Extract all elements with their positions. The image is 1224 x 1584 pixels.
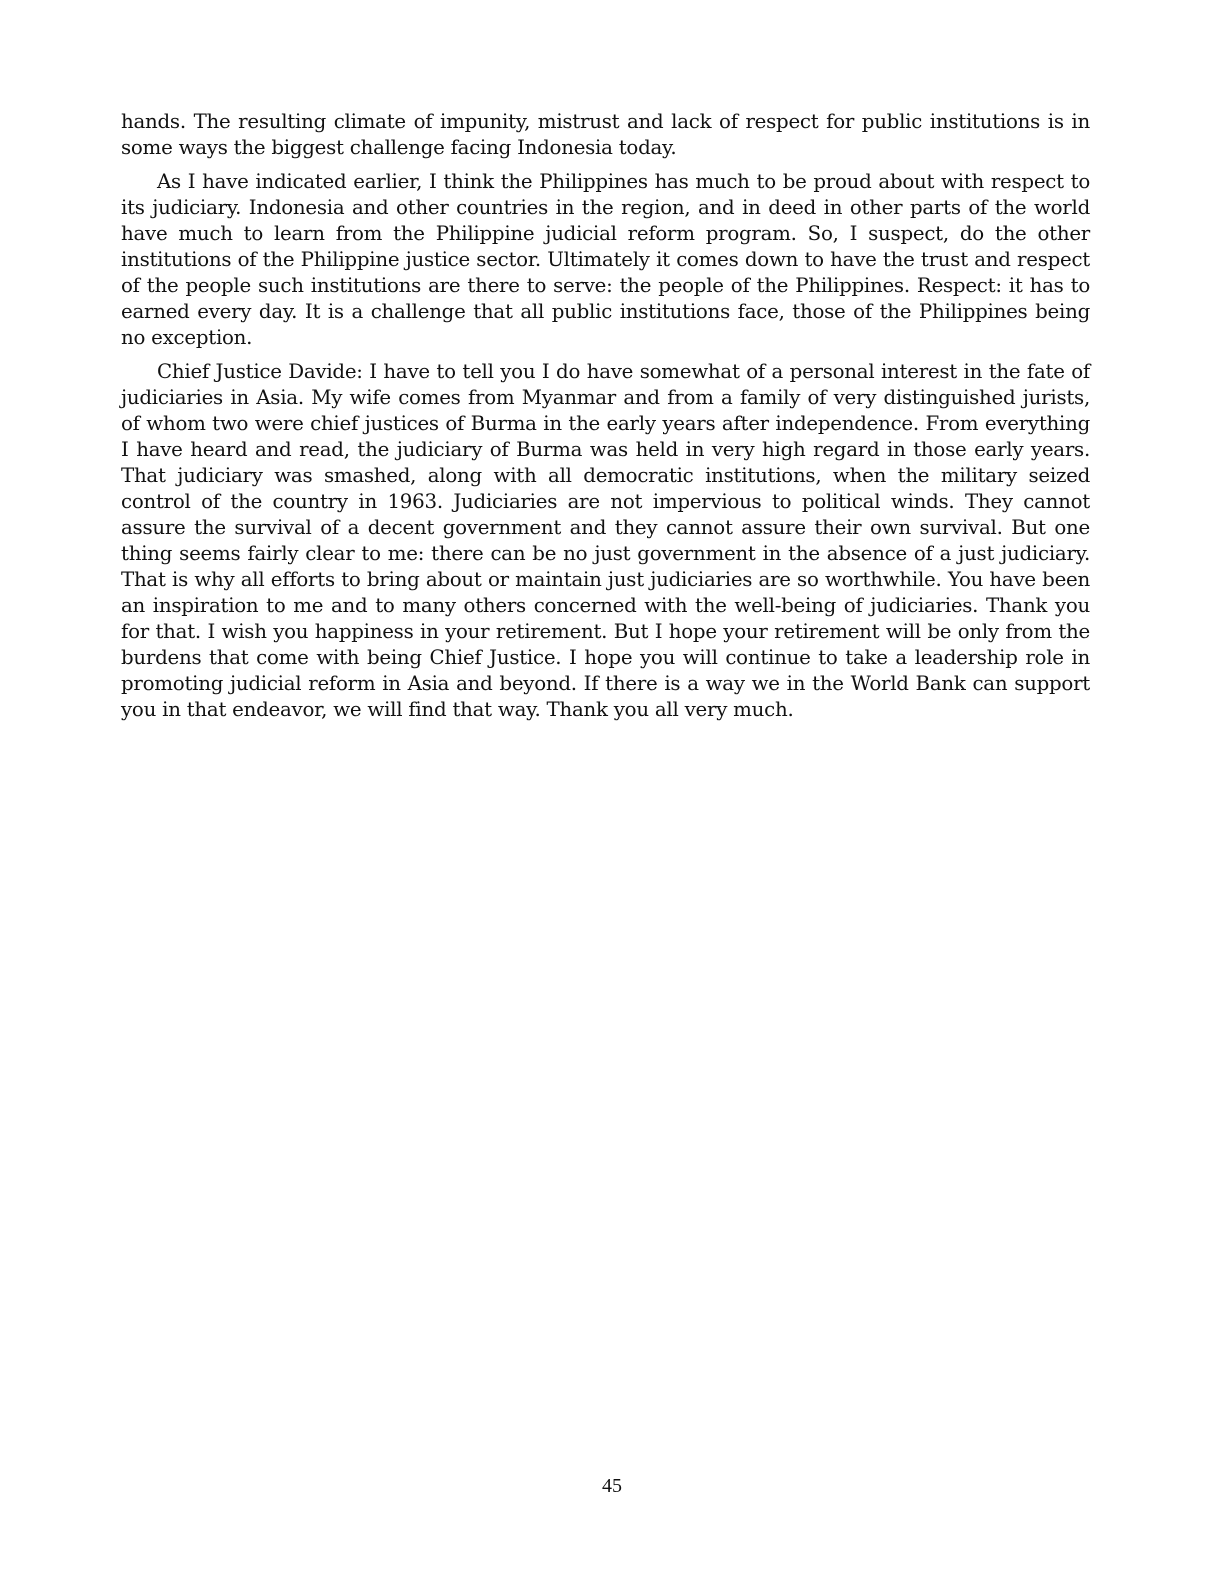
paragraph-chief-justice-davide: Chief Justice Davide: I have to tell you I do have somewhat of a personal interest in the fate of judiciaries in Asia. My wife comes from Myanmar and from a family of very distinguished jurists, of whom two were chief justices of Burma in the early years after independence. From everything I have heard and read, the judiciary of Burma was held in very high regard in those early years. That judiciary was smashed, along with all democratic institutions, when the military seized control of the country in 1963. Judiciaries are not impervious to political winds. They cannot assure the survival of a decent government and they cannot assure their own survival. But one thing seems fairly clear to me: there can be no just government in the absence of a just judiciary. That is why all efforts to bring about or maintain just judiciaries are so worthwhile. You have been an inspiration to me and to many others concerned with the well-being of judiciaries. Thank you for that. I wish you happiness in your retirement. But I hope your retirement will be only from the burdens that come with being Chief Justice. I hope you will continue to take a leadership role in promoting judicial reform in Asia and beyond. If there is a way we in the World Bank can support you in that endeavor, we will find that way. Thank you all very much. — [121, 360, 1090, 721]
body-text — [121, 109, 1090, 731]
page-number: 45 — [602, 1475, 622, 1497]
paragraph-continuation: hands. The resulting climate of impunity, mistrust and lack of respect for public institutions is in some ways the biggest challenge facing Indonesia today. — [121, 110, 1090, 159]
paragraph-philippines-judiciary: As I have indicated earlier, I think the Philippines has much to be proud about with respect to its judiciary. Indonesia and other countries in the region, and in deed in other parts of the world have much to learn from the Philippine judicial reform program. So, I suspect, do the other institutions of the Philippine justice sector. Ultimately it comes down to have the trust and respect of the people such institutions are there to serve: the people of the Philippines. Respect: it has to earned every day. It is a challenge that all public institutions face, those of the Philippines being no exception. — [121, 170, 1090, 349]
